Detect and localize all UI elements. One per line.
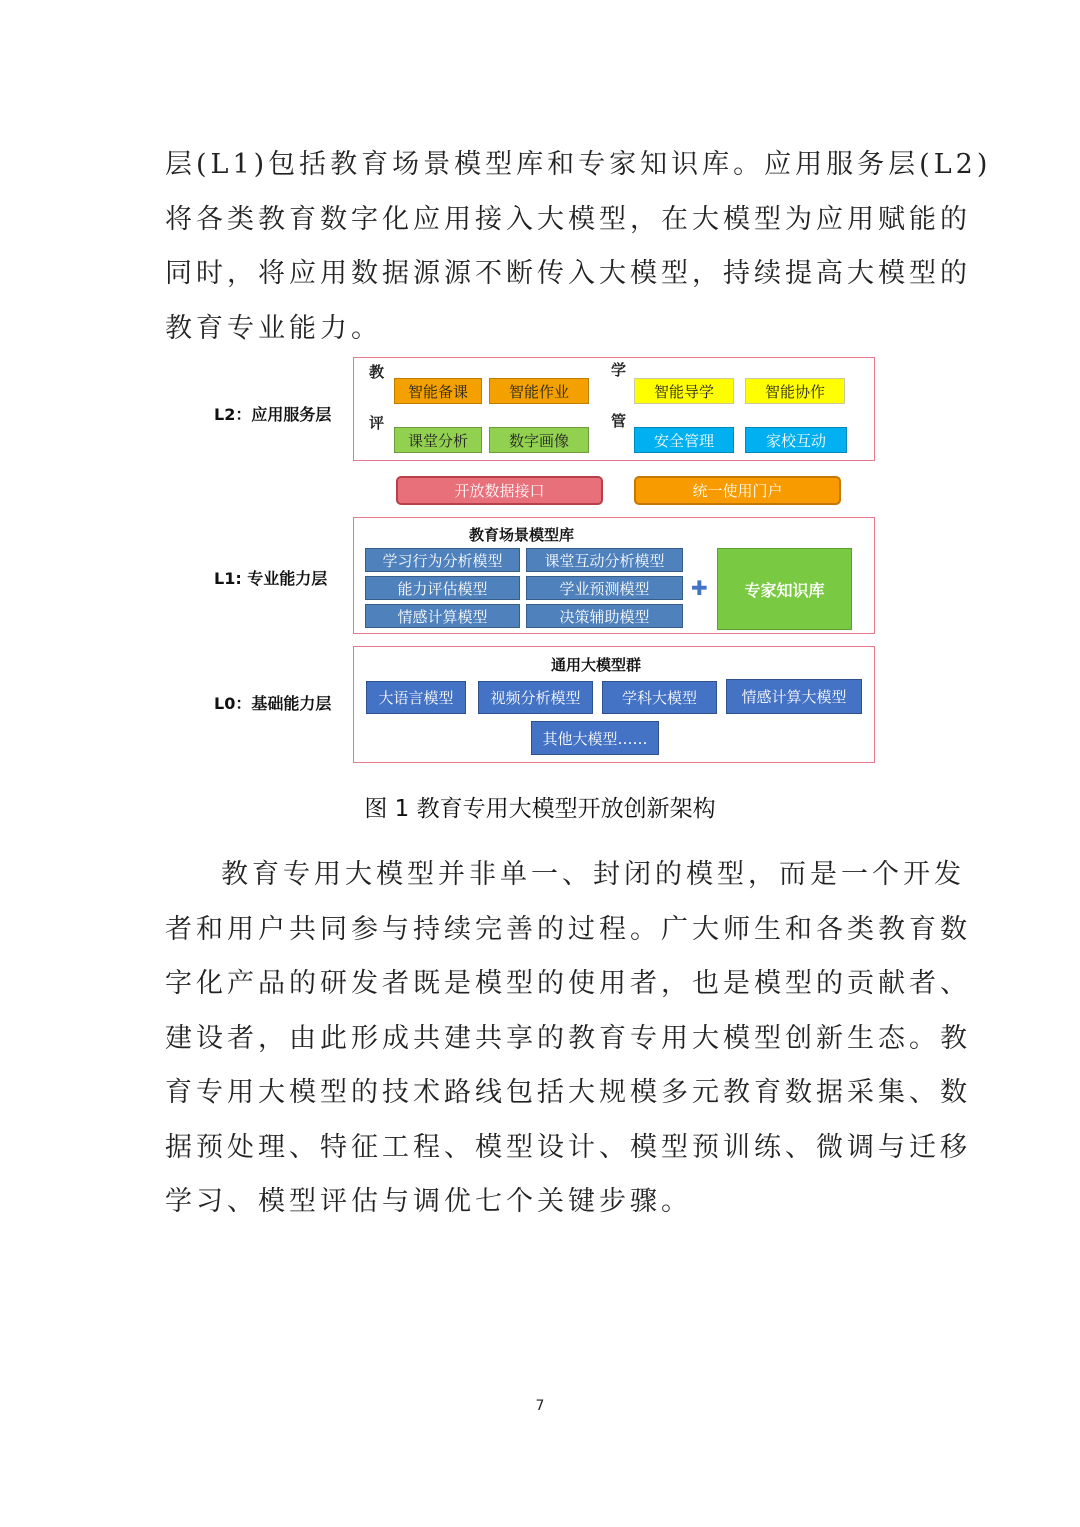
tag-smart-homework: 智能作业 (489, 378, 589, 404)
general-model-group-title: 通用大模型群 (551, 656, 642, 674)
model-other-large: 其他大模型…… (531, 721, 659, 755)
text-line: 学习、模型评估与调优七个关键步骤。 (165, 1186, 692, 1217)
expert-knowledge-base: 专家知识库 (717, 548, 852, 630)
scene-model-library-title: 教育场景模型库 (469, 526, 575, 544)
tag-home-school-interaction: 家校互动 (745, 427, 847, 453)
plus-icon: ✚ (691, 576, 708, 600)
open-data-interface: 开放数据接口 (396, 476, 603, 505)
text-line: 建设者，由此形成共建共享的教育专用大模型创新生态。教 (165, 1022, 971, 1054)
learn-char: 学 (611, 361, 627, 379)
paragraph-body (165, 848, 971, 1230)
text-line: 者和用户共同参与持续完善的过程。广大师生和各类教育数 (165, 913, 971, 945)
model-video-analysis: 视频分析模型 (478, 681, 593, 714)
model-affective-computing: 情感计算模型 (365, 604, 520, 628)
text-line: 教育专用大模型并非单一、封闭的模型，而是一个开发 (221, 859, 965, 890)
l2-label: L2：应用服务层 (214, 405, 332, 424)
teach-char: 教 (369, 363, 385, 381)
eval-char: 评 (369, 414, 385, 432)
model-decision-support: 决策辅助模型 (526, 604, 683, 628)
tag-smart-collaboration: 智能协作 (745, 378, 845, 404)
unified-portal: 统一使用门户 (634, 476, 841, 505)
model-academic-prediction: 学业预测模型 (526, 576, 683, 600)
text-line: 将各类教育数字化应用接入大模型，在大模型为应用赋能的 (165, 203, 971, 235)
l1-label: L1: 专业能力层 (214, 569, 328, 588)
model-large-language: 大语言模型 (366, 681, 466, 714)
model-classroom-interaction: 课堂互动分析模型 (526, 548, 683, 572)
model-subject-large: 学科大模型 (602, 681, 717, 714)
tag-smart-lesson-prep: 智能备课 (394, 378, 482, 404)
manage-char: 管 (611, 412, 627, 430)
text-line: 教育专业能力。 (165, 312, 382, 344)
l0-label: L0：基础能力层 (214, 694, 332, 713)
text-line: 层(L1)包括教育场景模型库和专家知识库。应用服务层(L2) (165, 149, 992, 180)
model-affective-large: 情感计算大模型 (726, 679, 862, 714)
model-learning-behavior: 学习行为分析模型 (365, 548, 520, 572)
tag-safety-management: 安全管理 (634, 427, 734, 453)
tag-digital-portrait: 数字画像 (489, 427, 589, 453)
tag-classroom-analysis: 课堂分析 (394, 427, 482, 453)
model-ability-assessment: 能力评估模型 (365, 576, 520, 600)
tag-smart-guidance: 智能导学 (634, 378, 734, 404)
page-number: 7 (535, 1398, 545, 1414)
text-line: 字化产品的研发者既是模型的使用者，也是模型的贡献者、 (165, 968, 971, 999)
text-line: 同时，将应用数据源源不断传入大模型，持续提高大模型的 (165, 258, 971, 289)
text-line: 据预处理、特征工程、模型设计、模型预训练、微调与迁移 (165, 1131, 971, 1163)
text-line: 育专用大模型的技术路线包括大规模多元教育数据采集、数 (165, 1077, 971, 1108)
figure-caption: 图 1 教育专用大模型开放创新架构 (364, 796, 716, 822)
